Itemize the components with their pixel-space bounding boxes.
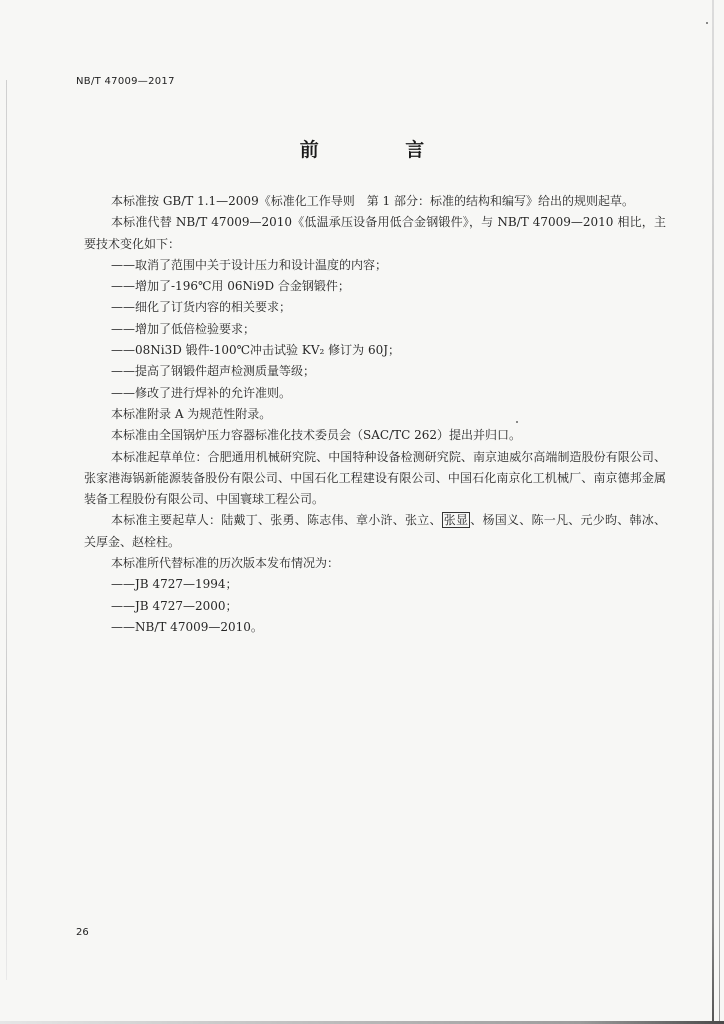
history-item: ——JB 4727—1994； xyxy=(111,577,238,592)
paragraph-drafting-rules: 本标准按 GB/T 1.1—2009《标准化工作导则 第 1 部分：标准的结构和编写》给出的规则起草。 xyxy=(111,194,634,208)
foreword-body xyxy=(84,191,666,638)
history-item: ——NB/T 47009—2010。 xyxy=(111,619,263,634)
paragraph-committee: 本标准由全国锅炉压力容器标准化技术委员会（SAC/TC 262）提出并归口。 xyxy=(111,428,522,443)
paragraph-history-intro: 本标准所代替标准的历次版本发布情况为： xyxy=(111,556,340,571)
change-item: ——08Ni3D 锻件-100℃冲击试验 KV₂ 修订为 60J； xyxy=(111,343,401,358)
page-title: 前 言 xyxy=(299,139,465,161)
scan-speck xyxy=(516,421,518,423)
history-item: ——JB 4727—2000； xyxy=(111,598,238,613)
paragraph-drafting-units: 本标准起草单位：合肥通用机械研究院、中国特种设备检测研究院、南京迪威尔高端制造股份有限公司、张家港海锅新能源装备股份有限公司、中国石化工程建设有限公司、中国石化南京化工机械厂、南京德邦金属装备工程股份有限公司、中国寰球工程公司。 xyxy=(84,449,666,507)
drafters-text-after: 、杨国义、陈一凡、元少昀、韩冰、关厚金、赵栓柱。 xyxy=(84,513,666,549)
change-item: ——增加了-196℃用 06Ni9D 合金钢锻件； xyxy=(111,279,350,294)
scan-edge-right-inner xyxy=(719,600,720,1024)
paragraph-drafters xyxy=(84,510,666,553)
change-item: ——细化了订货内容的相关要求； xyxy=(111,300,292,315)
standard-code-header: NB/T 47009—2017 xyxy=(76,76,175,87)
paragraph-appendix: 本标准附录 A 为规范性附录。 xyxy=(111,406,272,421)
scan-speck xyxy=(706,22,708,24)
paragraph-replaces: 本标准代替 NB/T 47009—2010《低温承压设备用低合金钢锻件》，与 NB/T 47009—2010 相比，主要技术变化如下： xyxy=(84,215,666,251)
drafter-name-highlighted: 张显 xyxy=(443,513,469,528)
change-item: ——取消了范围中关于设计压力和设计温度的内容； xyxy=(111,257,388,272)
drafters-text-before: 本标准主要起草人：陆戴丁、张勇、陈志伟、章小浒、张立、 xyxy=(111,513,442,528)
change-item: ——增加了低倍检验要求； xyxy=(111,321,256,336)
page-number: 26 xyxy=(76,927,89,938)
change-item: ——修改了进行焊补的允许准则。 xyxy=(111,385,292,400)
change-item: ——提高了钢锻件超声检测质量等级； xyxy=(111,364,316,379)
scan-edge-left xyxy=(6,80,7,980)
